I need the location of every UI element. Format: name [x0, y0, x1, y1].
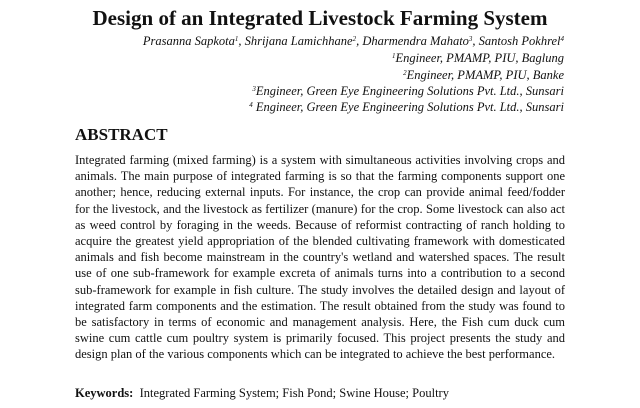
author-list: Prasanna Sapkota$^1$, Shrijana Lamichhane$^2$, Dharmendra Mahato$^3$, Santosh Pokhrel$^4$ — [142, 34, 564, 48]
affiliation-text: Engineer, Green Eye Engineering Solutions Pvt. Ltd., Sunsari — [255, 84, 564, 98]
keywords-label: Keywords — [75, 386, 130, 400]
keywords-separator: : — [129, 386, 134, 400]
affiliation-mark: 3 — [252, 85, 256, 93]
author-affiliation-mark: 4 — [560, 35, 564, 43]
affiliation-text: Engineer, PMAMP, PIU, Baglung — [395, 51, 564, 65]
author-name: Prasanna Sapkota — [142, 34, 235, 48]
keywords-line — [75, 385, 449, 401]
paper-title: Design of an Integrated Livestock Farming System — [92, 6, 548, 30]
affiliation-line — [392, 48, 564, 66]
author-affiliation-mark: 1 — [234, 35, 239, 43]
author-name: Santosh Pokhrel — [478, 34, 561, 48]
affiliation-text: Engineer, PMAMP, PIU, Banke — [406, 68, 564, 82]
abstract-body: Integrated farming (mixed farming) is a system with simultaneous activities involving crops and animals. The main purpose of integrated farming is so that the farming components support one another; hence, reducing external inputs. For instance, the crop can provide animal feed/fodder for the livestock, and the livestock as fertilizer (manure) for the crop. Some livestock can also act as weed control by foraging in the weeds. Because of reformist contracting of ranch holding to acquire the greatest yield appropriation of the blended cultivating framework with domesticated animals and fish become mainstream in the country's wetland and watershed spaces. The result use of one sub-framework for example excreta of animals turns into a contribution to a second sub-framework for example in fish culture. The study involves the detailed design and layout of integrated farm components and the estimation. The result obtained from the study was found to be satisfactory in terms of economic and management analysis. Here, the Fish cum duck cum swine cum cattle cum poultry system is primarily focused. This project presents the study and design plan of the various components which can be integrated to achieve the best performance. — [75, 153, 565, 362]
abstract-heading: ABSTRACT — [75, 125, 168, 144]
affiliation-text: Engineer, Green Eye Engineering Solutions Pvt. Ltd., Sunsari — [252, 100, 564, 114]
author-name: Shrijana Lamichhane — [244, 34, 353, 48]
affiliation-mark: 1 — [392, 52, 396, 60]
affiliation-mark: 2 — [403, 69, 407, 77]
author-affiliation-mark: 2 — [352, 35, 357, 43]
affiliation-line — [249, 97, 564, 115]
keywords-text: Integrated Farming System; Fish Pond; Swine House; Poultry — [139, 386, 449, 400]
author-name: Dharmendra Mahato — [362, 34, 469, 48]
affiliation-mark: 4 — [249, 101, 253, 109]
author-affiliation-mark: 3 — [468, 35, 473, 43]
